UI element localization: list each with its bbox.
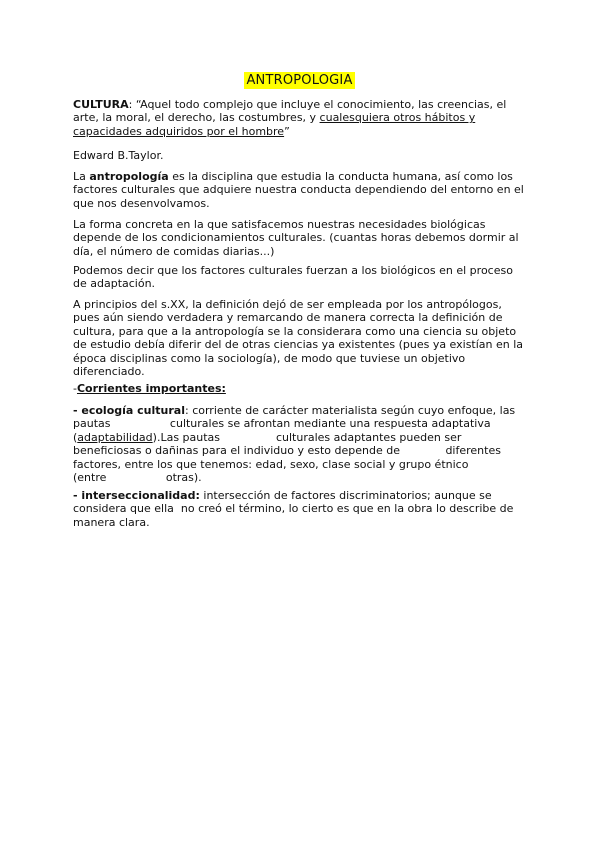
paragraph-interseccionalidad [73, 489, 529, 529]
paragraph-principios: A principios del s.XX, la definición dejó de ser empleada por los antropólogos, pues aún siendo verdadera y remarcando de manera correcta la definición de cultura, para que a la antropología se la considerara como una ciencia su objeto de estudio debía diferir del de otras ciencias ya existentes (pues ya existían en la época disciplinas como la sociología), de modo que tuviese un objetivo diferenciado. [73, 298, 524, 379]
heading-dash: - [73, 382, 77, 395]
paragraph-forma: La forma concreta en la que satisfacemos nuestras necesidades biológicas depende de los condicionamientos culturales. (cuantas horas debemos dormir al día, el número de comidas diarias...) [73, 218, 519, 258]
interseccionalidad-text: intersección de factores discriminatorios; aunque se considera que ella no creó el término, lo cierto es que en la obra lo describe de manera clara. [73, 489, 514, 529]
cultura-term: CULTURA [73, 98, 129, 111]
title-row [0, 72, 599, 89]
cultura-text-1: : “Aquel todo complejo que incluye el conocimiento, las creencias, el arte, la moral, el derecho, las costumbres, y [73, 98, 507, 125]
author-line: Edward B.Taylor. [73, 149, 164, 162]
document-title: ANTROPOLOGIA [246, 73, 353, 88]
interseccionalidad-term: - interseccionalidad: [73, 489, 200, 502]
paragraph-ecologia [73, 404, 529, 484]
paragraph-antropologia [73, 170, 529, 210]
ecologia-text-2: ).Las pautas culturales adaptantes pueden ser beneficiosas o dañinas para el individuo y esto depende de diferentes factores, entre los que tenemos: edad, sexo, clase social y grupo étnico (entre otras). [73, 430, 501, 485]
ecologia-text-1: : corriente de carácter materialista según cuyo enfoque, las pautas culturales se afrontan mediante una respuesta adaptativa ( [73, 404, 516, 444]
antropologia-term: antropología [89, 170, 169, 183]
cultura-underlined-text: cualesquiera otros hábitos y capacidades adquiridos por el hombre [73, 111, 476, 138]
paragraph-cultura [73, 98, 529, 138]
ecologia-underlined-text: adaptabilidad [77, 430, 153, 444]
heading-label: Corrientes importantes: [76, 382, 226, 395]
cultura-text-2: ” [284, 124, 290, 138]
antropologia-pre: La [73, 170, 90, 183]
paragraph-podemos: Podemos decir que los factores culturales fuerzan a los biológicos en el proceso de adaptación. [73, 264, 513, 291]
antropologia-text: es la disciplina que estudia la conducta humana, así como los factores culturales que adquiere nuestra conducta dependiendo del entorno en el que nos desenvolvamos. [73, 170, 524, 210]
ecologia-term: - ecología cultural [73, 404, 185, 417]
section-heading [73, 382, 529, 395]
